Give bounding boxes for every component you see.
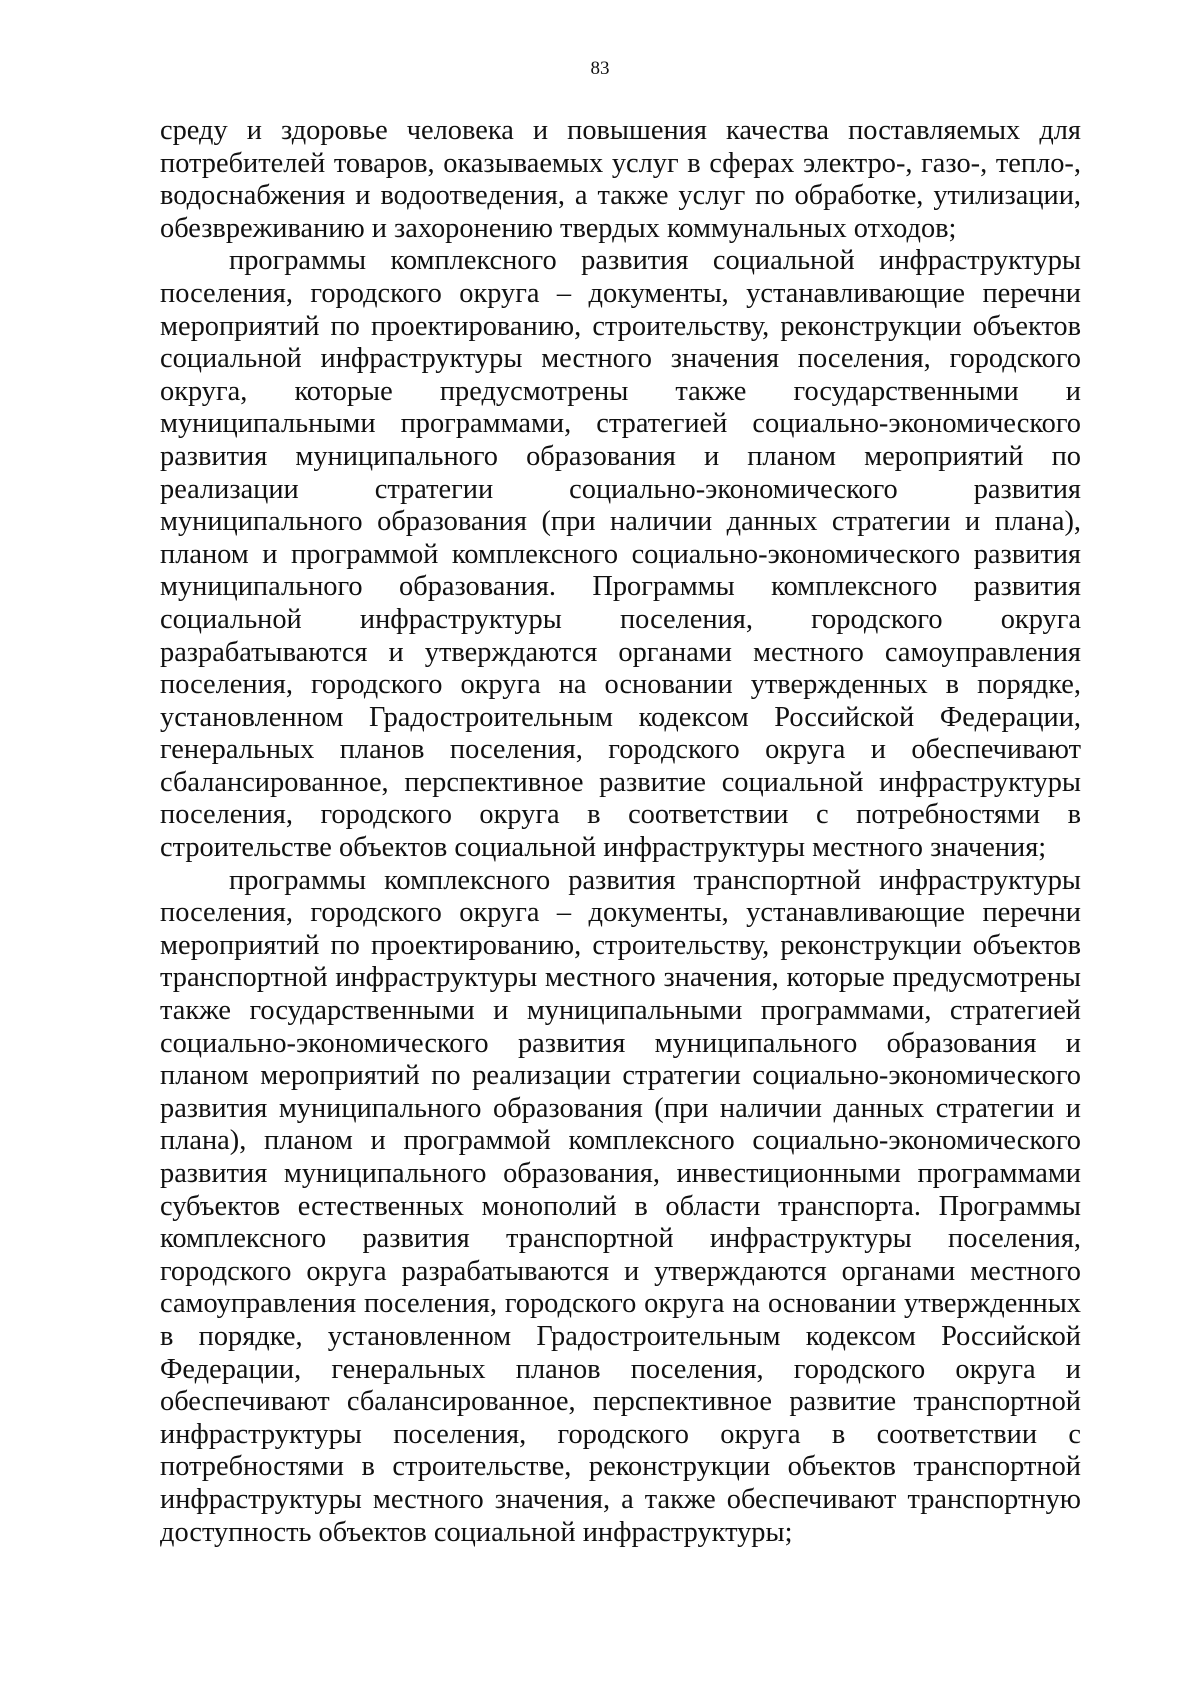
paragraph-continuation: среду и здоровье человека и повышения качества поставляемых для потребителей товаров, оказываемых услуг в сферах электро-, газо-, тепло-, водоснабжения и водоотведения, а также услуг по обработке, утилизации, обезвреживанию и захоронению твердых коммунальных отходов;	[160, 115, 1081, 244]
document-body	[160, 115, 1081, 1549]
page-number: 83	[590, 58, 610, 79]
paragraph-social-infrastructure-programs: программы комплексного развития социальной инфраструктуры поселения, городского округа – документы, устанавливающие перечни мероприятий по проектированию, строительству, реконструкции объектов социальной инфраструктуры местного значения поселения, городского округа, которые предусмотрены также государственными и муниципальными программами, стратегией социально-экономического развития муниципального образования и планом мероприятий по реализации стратегии социально-экономического развития муниципального образования (при наличии данных стратегии и плана), планом и программой комплексного социально-экономического развития муниципального образования. Программы комплексного развития социальной инфраструктуры поселения, городского округа разрабатываются и утверждаются органами местного самоуправления поселения, городского округа на основании утвержденных в порядке, установленном Градостроительным кодексом Российской Федерации, генеральных планов поселения, городского округа и обеспечивают сбалансированное, перспективное развитие социальной инфраструктуры поселения, городского округа в соответствии с потребностями в строительстве объектов социальной инфраструктуры местного значения;	[160, 245, 1081, 864]
paragraph-transport-infrastructure-programs: программы комплексного развития транспортной инфраструктуры поселения, городского округа – документы, устанавливающие перечни мероприятий по проектированию, строительству, реконструкции объектов транспортной инфраструктуры местного значения, которые предусмотрены также государственными и муниципальными программами, стратегией социально-экономического развития муниципального образования и планом мероприятий по реализации стратегии социально-экономического развития муниципального образования (при наличии данных стратегии и плана), планом и программой комплексного социально-экономического развития муниципального образования, инвестиционными программами субъектов естественных монополий в области транспорта. Программы комплексного развития транспортной инфраструктуры поселения, городского округа разрабатываются и утверждаются органами местного самоуправления поселения, городского округа на основании утвержденных в порядке, установленном Градостроительным кодексом Российской Федерации, генеральных планов поселения, городского округа и обеспечивают сбалансированное, перспективное развитие транспортной инфраструктуры поселения, городского округа в соответствии с потребностями в строительстве, реконструкции объектов транспортной инфраструктуры местного значения, а также обеспечивают транспортную доступность объектов социальной инфраструктуры;	[160, 864, 1081, 1548]
